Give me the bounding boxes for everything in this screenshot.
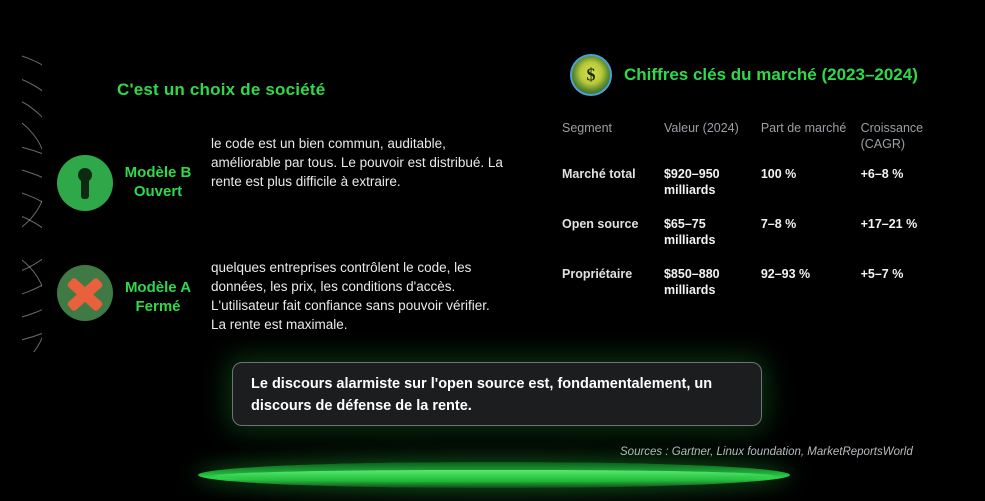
- column-header-segment: Segment: [562, 121, 613, 135]
- closed-cross-icon: [57, 265, 113, 321]
- model-closed-title-line1: Modèle A: [124, 279, 192, 296]
- sources-note: Sources : Gartner, Linux foundation, MarketReportsWorld: [620, 446, 913, 458]
- cell-value-total: $920–950 milliards: [663, 167, 720, 197]
- cell-cagr-proprietary: +5–7 %: [860, 267, 904, 281]
- page-title: C'est un choix de société: [117, 80, 326, 99]
- column-header-value: Valeur (2024): [663, 121, 739, 135]
- dollar-coin-icon: [570, 54, 612, 96]
- cell-cagr-total: +6–8 %: [860, 167, 904, 181]
- cell-value-proprietary: $850–880 milliards: [663, 267, 720, 297]
- cell-segment-open: Open source: [562, 217, 639, 231]
- cell-segment-proprietary: Propriétaire: [562, 267, 633, 281]
- model-closed-title: [110, 278, 206, 316]
- model-open-title: [110, 163, 206, 201]
- cell-share-open: 7–8 %: [760, 217, 797, 231]
- cell-share-total: 100 %: [760, 167, 797, 181]
- kpi-panel-title: Chiffres clés du marché (2023–2024): [624, 65, 918, 84]
- kpi-panel-header: [570, 54, 918, 96]
- model-open-text: le code est un bien commun, auditable, améliorable par tous. Le pouvoir est distribué. La rente est plus difficile à extraire.: [211, 136, 503, 189]
- kpi-panel: [540, 40, 970, 302]
- cell-value-open: $65–75 milliards: [663, 217, 716, 247]
- table-row: [562, 266, 962, 316]
- model-open-title-line2: Ouvert: [133, 183, 183, 200]
- cell-segment-total: Marché total: [562, 167, 636, 181]
- cell-share-proprietary: 92–93 %: [760, 267, 811, 281]
- open-source-logo-icon: [57, 155, 113, 211]
- column-header-share: Part de marché: [760, 121, 847, 135]
- quote-text: Le discours alarmiste sur l'open source est, fondamentalement, un discours de défense de la rente.: [251, 376, 713, 414]
- column-header-cagr: Croissance (CAGR): [860, 121, 924, 151]
- table-row: [562, 216, 962, 266]
- cell-cagr-open: +17–21 %: [860, 217, 918, 231]
- bottom-accent-bar-highlight: [214, 470, 774, 482]
- table-row: [562, 166, 962, 216]
- quote-callout: [232, 362, 762, 426]
- model-closed-title-line2: Fermé: [135, 298, 181, 315]
- model-closed-text: quelques entreprises contrôlent le code, les données, les prix, les conditions d'accès. L'utilisateur fait confiance sans pouvoir vérifier. La rente est maximale.: [211, 260, 490, 332]
- kpi-table: [562, 120, 962, 316]
- table-header-row: [562, 120, 962, 166]
- model-open-title-line1: Modèle B: [124, 164, 192, 181]
